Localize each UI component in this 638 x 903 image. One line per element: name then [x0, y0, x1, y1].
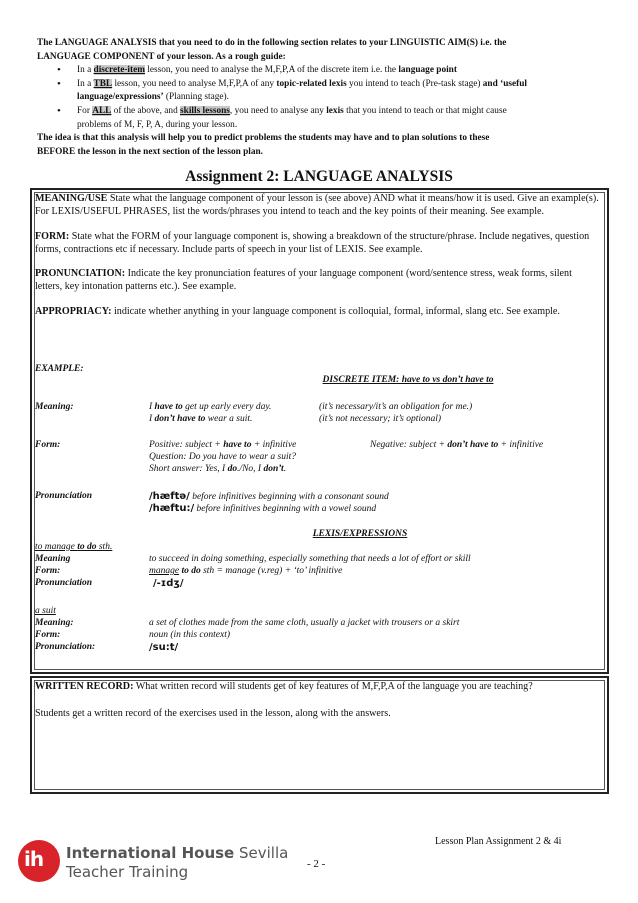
form-instruction: FORM: State what the FORM of your language component is, showing a breakdown of the structure/phrase. Include negatives, question forms, contractions etc if necessary. Include parts of speech in your list of LEXIS. See example.	[35, 230, 590, 255]
intro-line: LANGUAGE COMPONENT of your lesson. As a rough guide:	[37, 51, 286, 62]
written-record-answer: Students get a written record of the exercises used in the lesson, along with the answers.	[35, 708, 391, 720]
pronunciation-instruction: PRONUNCIATION: Indicate the key pronunciation features of your language component (word/sentence stress, weak forms, silent letters, key intonation patterns etc.). See example.	[35, 268, 572, 293]
intro-idea: The idea is that this analysis will help you to predict problems the students may have and to plan solutions to these	[37, 133, 490, 144]
intro-line: The LANGUAGE ANALYSIS that you need to do in the following section relates to your LINGUISTIC AIM(S) i.e. the	[37, 38, 507, 48]
analysis-instructions	[35, 192, 601, 318]
logo-line-2: Teacher Training	[66, 863, 189, 881]
bullet-all: • For ALL of the above, and skills lessons, you need to analyse any lexis that you intend to teach or that might cause problems of M, F, P, A, during your lesson.	[77, 105, 607, 132]
written-record	[35, 680, 601, 721]
ih-logo-circle: ih	[18, 840, 60, 882]
written-record-question: WRITTEN RECORD: What written record will students get of key features of M,F,P,A of the language you are teaching?	[35, 681, 533, 692]
page-number: - 2 -	[307, 858, 326, 870]
example-section: EXAMPLE: DISCRETE ITEM: have to vs don’t have to Meaning: I have to get up early every day. (it’s necessary/it’s an obligation for me.) I don’t have to wear a suit. (it’s not necessary; it’s optional) Form: Positive: subject + have to + infinitive Negative: subject + don’t have to + infinitive Question: Do you have to wear a suit? Short answer: Yes, I do./No, I don’t. Pronunciation /hæftə/ before infinitives beginning with a consonant sound /hæftu:/ before infinitives beginning with a vowel sound LEXIS/EXPRESSIONS to manage to do sth. Meaning to succeed in doing something, especially something that needs a lot of effort or skill Form: manage to do sth = manage (v.reg) + ‘to’ infinitive Pronunciation /-ɪdʒ/ a suit Meaning: a set of clothes made from the same cloth, usually a jacket with trousers or a skirt Form: noun (in this context) Pronunciation: /su:t/	[35, 364, 601, 664]
page-title: Assignment 2: LANGUAGE ANALYSIS	[185, 168, 453, 185]
bullet-discrete: • In a discrete-item lesson, you need to analyse the M,F,P,A of the discrete item i.e. the language point	[77, 64, 607, 78]
example-heading: DISCRETE ITEM: have to vs don’t have to	[322, 375, 494, 385]
lexis-heading: LEXIS/EXPRESSIONS	[312, 529, 408, 539]
ih-logo	[18, 840, 308, 886]
intro-idea: BEFORE the lesson in the next section of the lesson plan.	[37, 146, 263, 157]
intro-guide	[37, 37, 607, 159]
footer-assignment: Lesson Plan Assignment 2 & 4i	[435, 836, 562, 847]
meaning-instruction: MEANING/USE State what the language component of your lesson is (see above) AND what it means/how it is used. Give an example(s). For LEXIS/USEFUL PHRASES, list the words/phrases you intend to teach and the key points of their meaning. See example.	[35, 193, 599, 218]
intro-bullets	[37, 64, 607, 132]
example-label: EXAMPLE:	[35, 364, 84, 374]
bullet-tbl: • In a TBL lesson, you need to analyse M,F,P,A of any topic-related lexis you intend to teach (Pre-task stage) and ‘useful language/expressions’ (Planning stage).	[77, 78, 607, 105]
logo-line-1: International House Sevilla	[66, 844, 289, 862]
appropriacy-instruction: APPROPRIACY: indicate whether anything in your language component is colloquial, formal, informal, slang etc. See example.	[35, 305, 560, 317]
